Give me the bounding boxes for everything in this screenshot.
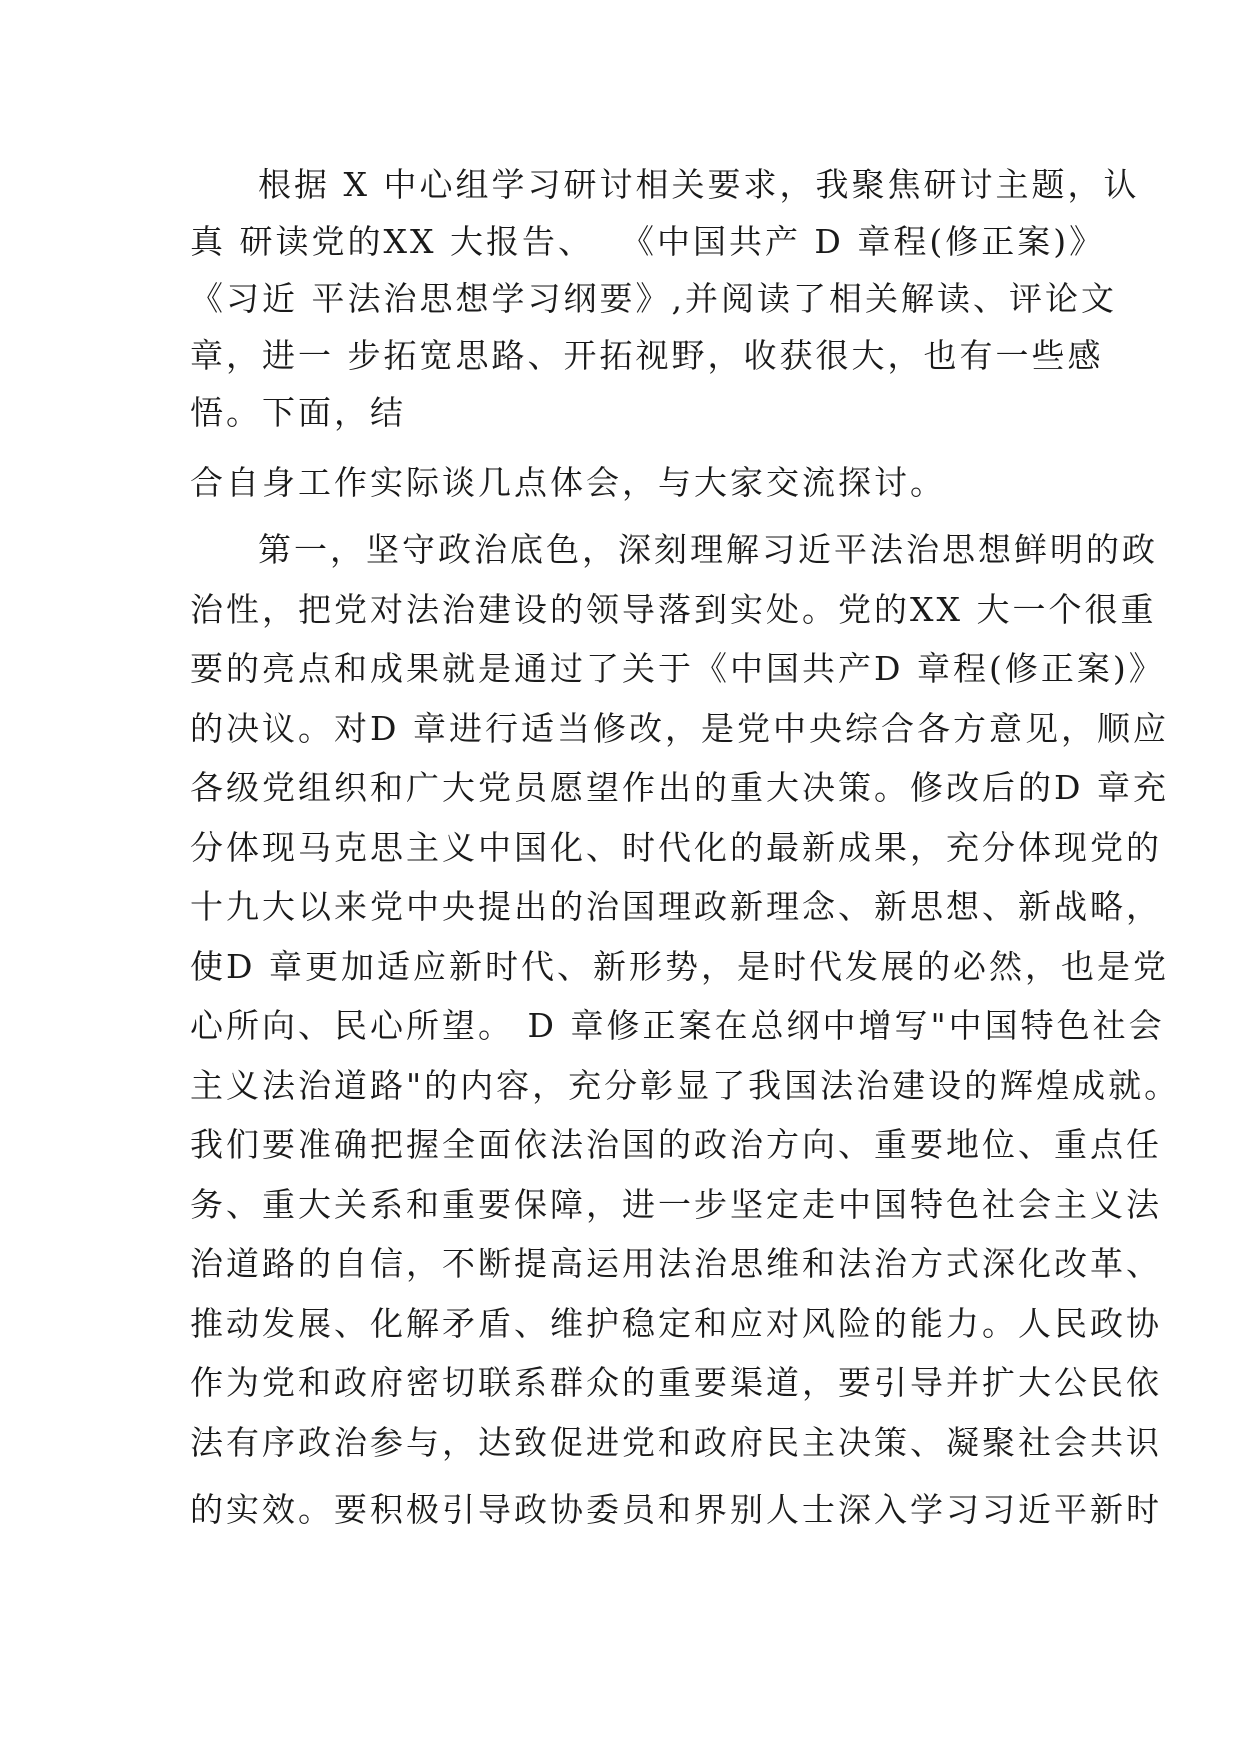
text-line: 《习近 平法治思想学习纲要》,并阅读了相关解读、评论文: [190, 279, 1117, 318]
text-line: 合自身工作实际谈几点体会，与大家交流探讨。: [190, 463, 946, 502]
text-line: 务、重大关系和重要保障，进一步坚定走中国特色社会主义法: [190, 1185, 1162, 1224]
text-line: 要的亮点和成果就是通过了关于《中国共产D 章程(修正案)》: [190, 649, 1165, 688]
text-line: 的决议。对D 章进行适当修改，是党中央综合各方意见，顺应: [190, 709, 1169, 748]
text-line: 治性，把党对法治建设的领导落到实处。党的XX 大一个很重: [190, 590, 1157, 629]
text-line: 第一，坚守政治底色，深刻理解习近平法治思想鲜明的政: [258, 530, 1158, 569]
text-line: 十九大以来党中央提出的治国理政新理念、新思想、新战略，: [190, 887, 1162, 926]
text-line: 章，进一 步拓宽思路、开拓视野，收获很大，也有一些感: [190, 336, 1104, 375]
text-line: 悟。下面，结: [190, 393, 406, 432]
text-line: 心所向、民心所望。 D 章修正案在总纲中增写"中国特色社会: [190, 1006, 1165, 1045]
text-line: 分体现马克思主义中国化、时代化的最新成果，充分体现党的: [190, 828, 1162, 867]
text-line: 根据 X 中心组学习研讨相关要求，我聚焦研讨主题，认: [258, 165, 1140, 204]
text-line: 我们要准确把握全面依法治国的政治方向、重要地位、重点任: [190, 1125, 1162, 1164]
text-line: 各级党组织和广大党员愿望作出的重大决策。修改后的D 章充: [190, 768, 1169, 807]
text-line: 真 研读党的XX 大报告、 《中国共产 D 章程(修正案)》: [190, 222, 1106, 261]
text-line: 使D 章更加适应新时代、新形势，是时代发展的必然，也是党: [190, 947, 1169, 986]
text-line: 法有序政治参与，达致促进党和政府民主决策、凝聚社会共识: [190, 1423, 1162, 1462]
text-line: 作为党和政府密切联系群众的重要渠道，要引导并扩大公民依: [190, 1363, 1162, 1402]
text-line: 推动发展、化解矛盾、维护稳定和应对风险的能力。人民政协: [190, 1304, 1162, 1343]
text-line: 治道路的自信，不断提高运用法治思维和法治方式深化改革、: [190, 1244, 1162, 1283]
text-line: 的实效。要积极引导政协委员和界别人士深入学习习近平新时: [190, 1490, 1162, 1529]
text-line: 主义法治道路"的内容，充分彰显了我国法治建设的辉煌成就。: [190, 1066, 1181, 1105]
